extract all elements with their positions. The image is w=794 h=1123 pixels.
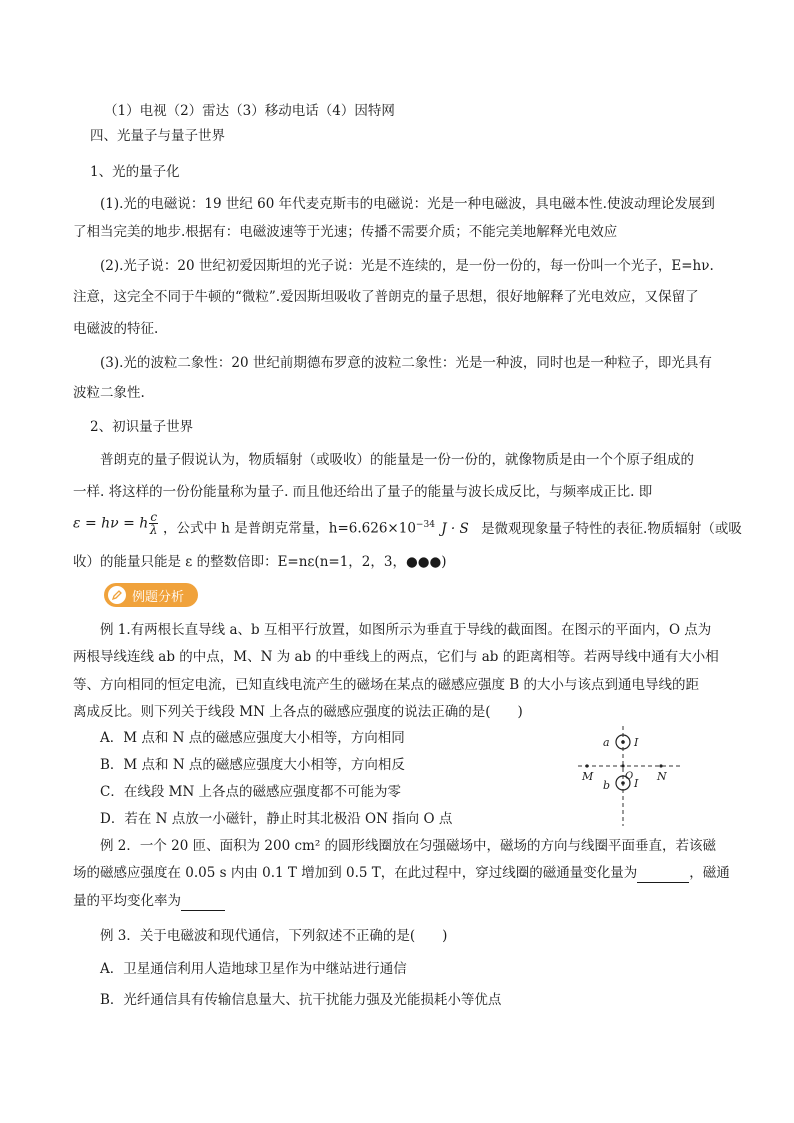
point-n: [659, 764, 662, 767]
label-a: a: [603, 736, 610, 749]
example2-line: 例 2．一个 20 匝、面积为 200 cm² 的圆形线圈放在匀强磁场中，磁场的方向与线圈平面垂直，若该磁: [100, 838, 717, 854]
formula-fraction: [149, 511, 158, 536]
example-analysis-badge: [104, 583, 198, 607]
point-m: [585, 764, 588, 767]
example3-option-a: A．卫星通信利用人造地球卫星作为中继站进行通信: [100, 961, 407, 977]
formula-left: ε = hν = h: [73, 515, 149, 532]
planck-unit: J · S: [441, 520, 469, 537]
label-i-top: I: [634, 736, 639, 749]
planck-formula: [73, 511, 159, 539]
example1-option-b: B．M 点和 N 点的磁感应强度大小相等，方向相反: [100, 757, 405, 773]
formula-denominator: λ: [149, 523, 158, 537]
answer-blank-1[interactable]: [637, 864, 689, 883]
example1-option-a: A．M 点和 N 点的磁感应强度大小相等，方向相同: [100, 730, 405, 746]
wire-a-current-dot: [621, 740, 625, 744]
planck-constant-text: ，公式中 h 是普朗克常量，h=6.626×10: [163, 520, 416, 537]
example1-option-d: D．若在 N 点放一小磁针，静止时其北极沿 ON 指向 O 点: [100, 811, 453, 827]
paragraph-photon-line: (2).光子说：20 世纪初爱因斯坦的光子说：光是不连续的，是一份一份的，每一份叫一个光子，E=hν.: [100, 258, 714, 274]
example1-line: 离成反比。则下列关于线段 MN 上各点的磁感应强度的说法正确的是( ): [73, 704, 523, 720]
paragraph-planck-line: 一样. 将这样的一份份能量称为量子. 而且他还给出了量子的能量与波长成反比，与频率成正比. 即: [73, 484, 653, 500]
example2-line2-text: 场的磁感应强度在 0.05 s 内由 0.1 T 增加到 0.5 T，在此过程中，穿过线圈的磁通量变化量为: [73, 865, 638, 881]
answer-blank-2[interactable]: [181, 892, 225, 911]
paragraph-photon-line: 电磁波的特征.: [73, 321, 159, 337]
label-o: O: [625, 771, 634, 782]
planck-tail-text: 是微观现象量子特性的表征.物质辐射（或吸: [481, 520, 742, 537]
paragraph-planck-line: 收）的能量只能是 ε 的整数倍即：E=nε(n=1，2，3，●●●): [73, 554, 447, 570]
paragraph-em-theory-line: (1).光的电磁说：19 世纪 60 年代麦克斯韦的电磁说：光是一种电磁波，具电磁本性.使波动理论发展到: [100, 196, 715, 212]
formula-numerator: c: [150, 510, 158, 524]
example2-line: [73, 864, 730, 883]
badge-label: 例题分析: [132, 589, 185, 605]
paragraph-photon-line: 注意，这完全不同于牛顿的“微粒”.爱因斯坦吸收了普朗克的量子思想，很好地解释了光电效应，又保留了: [73, 289, 699, 305]
pencil-icon: [108, 586, 126, 604]
example1-line: 两根导线连线 ab 的中点，M、N 为 ab 的中垂线上的两点，它们与 ab 的距离相等。若两导线中通有大小相: [73, 649, 719, 665]
section-title: 四、光量子与量子世界: [90, 128, 225, 144]
example2-line3-text: 量的平均变化率为: [73, 893, 181, 909]
paragraph-planck-constant-line: [163, 516, 742, 538]
paragraph-em-theory-line: 了相当完美的地步.根据有：电磁波速等于光速；传播不需要介质；不能完美地解释光电效应: [73, 224, 618, 240]
subsection-title-quantum-world: 2、初识量子世界: [90, 419, 194, 435]
label-m: M: [582, 770, 594, 783]
example2-line: [73, 892, 225, 911]
paragraph-planck-line: 普朗克的量子假说认为，物质辐射（或吸收）的能量是一份一份的，就像物质是由一个个原子组成的: [100, 452, 694, 468]
label-n: N: [657, 770, 667, 783]
example3-line: 例 3．关于电磁波和现代通信，下列叙述不正确的是( ): [100, 928, 448, 944]
example1-option-c: C．在线段 MN 上各点的磁感应强度都不可能为零: [100, 784, 402, 800]
media-list: （1）电视（2）雷达（3）移动电话（4）因特网: [104, 103, 395, 119]
label-b: b: [603, 779, 611, 792]
point-o: [621, 764, 624, 767]
paragraph-duality-line: 波粒二象性.: [73, 385, 145, 401]
example1-line: 例 1.有两根长直导线 a、b 互相平行放置，如图所示为垂直于导线的截面图。在图示的平面内，O 点为: [100, 622, 712, 638]
wire-cross-section-diagram: [570, 722, 700, 832]
subsection-title-quantization: 1、光的量子化: [90, 164, 180, 180]
planck-exponent: −34: [415, 520, 435, 530]
example2-line2-end: ，磁通: [689, 865, 730, 881]
example1-line: 等、方向相同的恒定电流，已知直线电流产生的磁场在某点的磁感应强度 B 的大小与该点到通电导线的距: [73, 677, 700, 693]
label-i-bottom: I: [634, 777, 639, 790]
example3-option-b: B．光纤通信具有传输信息量大、抗干扰能力强及光能损耗小等优点: [100, 992, 502, 1008]
paragraph-duality-line: (3).光的波粒二象性：20 世纪前期德布罗意的波粒二象性：光是一种波，同时也是一种粒子，即光具有: [100, 355, 712, 371]
